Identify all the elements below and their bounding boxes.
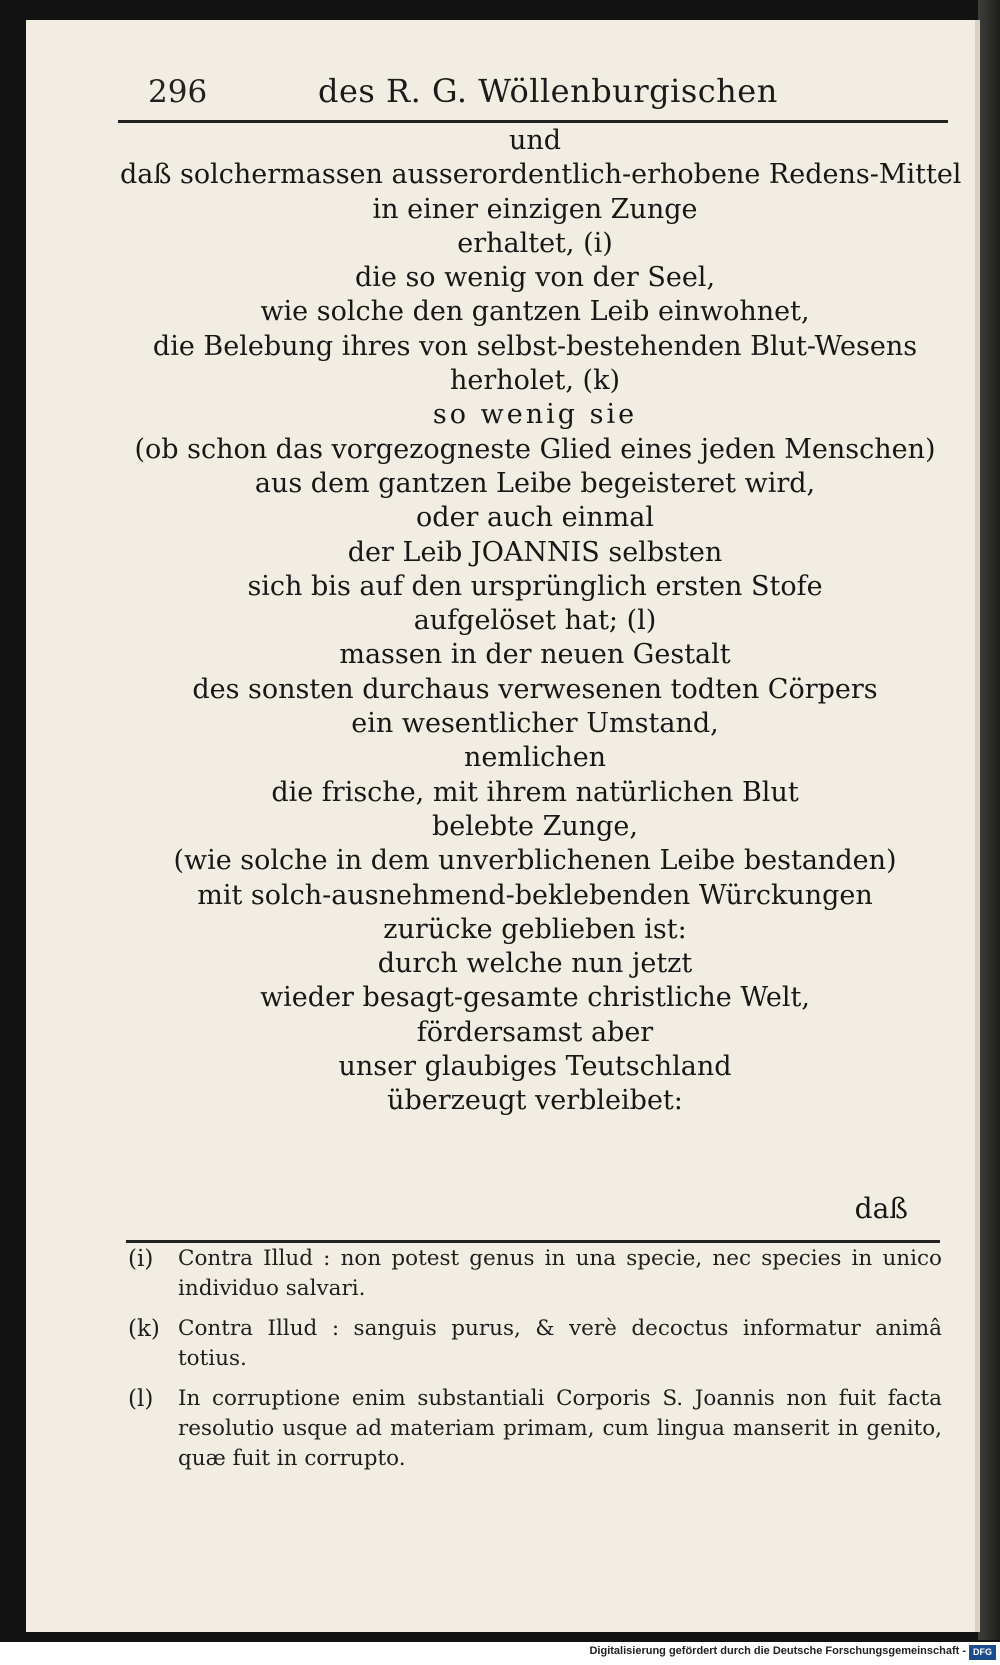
text-line: die Belebung ihres von selbst-bestehenden Blut-Wesens [152, 330, 918, 362]
page-header [118, 60, 948, 123]
text-line: aus dem gantzen Leibe begeisteret wird, [254, 467, 816, 499]
text-line: (ob schon das vorgezogneste Glied eines jeden Menschen) [134, 433, 936, 465]
text-line: herholet, (k) [450, 365, 620, 397]
catchword: daß [854, 1192, 908, 1225]
footnote-marker: (i) [128, 1246, 154, 1272]
footnote-i [126, 1244, 942, 1304]
text-line: wie solche den gantzen Leib einwohnet, [260, 296, 810, 328]
text-line: massen in der neuen Gestalt [339, 639, 731, 671]
book-spine [978, 0, 1000, 1640]
footnote-divider [126, 1240, 940, 1243]
text-line: nemlichen [463, 742, 607, 774]
dfg-logo: DFG [969, 1645, 996, 1660]
text-line: wieder besagt-gesamte christliche Welt, [260, 982, 810, 1014]
text-line: die so wenig von der Seel, [354, 262, 716, 294]
text-line: belebte Zunge, [432, 810, 638, 842]
footnote-l [126, 1384, 942, 1474]
text-line: und [508, 125, 562, 156]
text-line: fördersamst aber [416, 1016, 654, 1048]
text-line: mit solch-ausnehmend-beklebenden Würckungen [197, 879, 873, 911]
text-line: erhaltet, (i) [457, 227, 613, 259]
main-text [120, 124, 962, 1119]
text-line: der Leib JOANNIS selbsten [347, 536, 723, 568]
text-line: die frische, mit ihrem natürlichen Blut [271, 776, 799, 808]
footnotes [126, 1244, 942, 1484]
text-line: zurücke geblieben ist: [383, 913, 687, 945]
footnote-marker: (l) [128, 1386, 154, 1412]
digitization-footer [0, 1642, 1000, 1665]
running-title: des R. G. Wöllenburgischen [318, 72, 778, 110]
text-line: des sonsten durchaus verwesenen todten Cörpers [192, 673, 878, 705]
funding-credit: Digitalisierung gefördert durch die Deutsche Forschungsgemeinschaft - [589, 1645, 966, 1657]
text-line: unser glaubiges Teutschland [338, 1051, 732, 1083]
page-number: 296 [148, 74, 208, 110]
text-line: überzeugt verbleibet: [387, 1085, 683, 1117]
text-line: oder auch einmal [416, 502, 654, 534]
footnote-text: Contra Illud : sanguis purus, & verè decoctus informatur animâ totius. [178, 1316, 942, 1371]
text-line: sich bis auf den ursprünglich ersten Stofe [247, 570, 823, 602]
text-line: daß solchermassen ausserordentlich-erhobene Redens-Mittel [120, 159, 962, 191]
text-line: so wenig sie [432, 399, 638, 431]
text-line: in einer einzigen Zunge [372, 193, 698, 225]
footnote-k [126, 1314, 942, 1374]
text-line: aufgelöset hat; (l) [413, 605, 657, 637]
footnote-text: In corruptione enim substantiali Corporis S. Joannis non fuit facta resolutio usque ad materiam primam, cum lingua manserit in genito, quæ fuit in corrupto. [178, 1386, 942, 1471]
text-line: (wie solche in dem unverblichenen Leibe bestanden) [173, 845, 897, 877]
footnote-text: Contra Illud : non potest genus in una specie, nec species in unico individuo salvari. [178, 1246, 942, 1301]
text-line: ein wesentlicher Umstand, [351, 708, 719, 740]
text-line: durch welche nun jetzt [377, 948, 693, 980]
footnote-marker: (k) [128, 1316, 160, 1342]
